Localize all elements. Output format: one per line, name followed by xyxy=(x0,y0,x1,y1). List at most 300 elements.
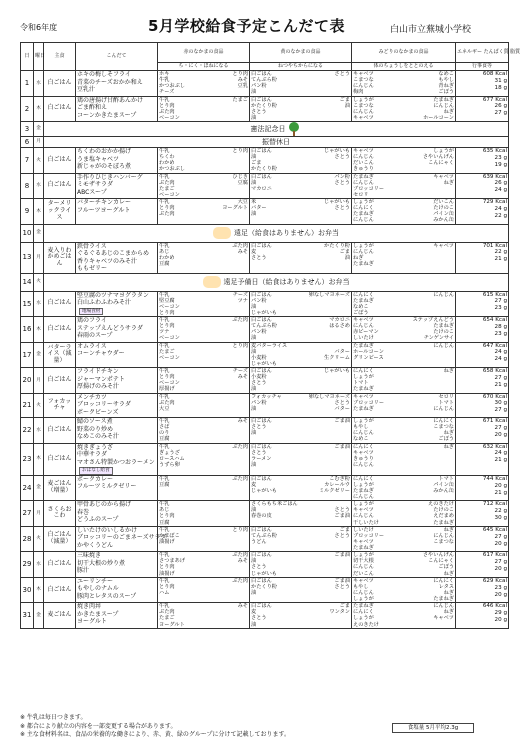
protein-g: 26 g xyxy=(494,103,507,110)
red-foods-cell xyxy=(158,96,250,122)
food-item: のり xyxy=(159,430,170,437)
dishes-cell xyxy=(76,603,158,629)
food-item: さば xyxy=(159,424,170,431)
food-item: じゃがいも xyxy=(251,360,277,367)
day-cell xyxy=(21,603,34,629)
food-line xyxy=(159,335,248,341)
notice-cell xyxy=(44,224,509,242)
food-item: キャベツ xyxy=(433,242,454,249)
food-item: こまつな xyxy=(433,424,454,431)
food-line xyxy=(251,622,350,628)
fat-g: 27 g xyxy=(494,110,507,117)
day-number: 31 xyxy=(22,611,32,620)
energy-kcal: 647 Kcal xyxy=(482,342,507,349)
food-item: はるさめ xyxy=(329,323,350,330)
yellow-foods-cell xyxy=(250,291,352,317)
staple-cell xyxy=(44,317,76,343)
food-item: たまご xyxy=(159,348,175,355)
food-item: ベーコン xyxy=(159,354,180,361)
fat-g: 30 g xyxy=(494,515,507,522)
food-item: ぶた肉 xyxy=(232,475,248,482)
energy-kcal: 635 Kcal xyxy=(482,148,507,154)
table-row xyxy=(21,368,509,394)
food-item: とり肉 xyxy=(159,309,175,316)
food-item: にんじん xyxy=(353,589,374,596)
dish-name: ヨーグルト xyxy=(77,618,107,626)
food-line xyxy=(353,386,454,392)
fiscal-year: 令和6年度 xyxy=(20,23,58,32)
day-number: 16 xyxy=(22,325,32,334)
food-item: 白ごはん xyxy=(251,291,272,298)
green-foods-cell xyxy=(352,96,456,122)
food-item: 油 xyxy=(251,114,257,121)
food-item: あじ xyxy=(159,248,170,255)
tree-icon xyxy=(286,122,302,136)
food-item: かつおぶし xyxy=(159,166,185,173)
dish-name: なめこのみそ汁 xyxy=(77,433,120,440)
food-item: たまねぎ xyxy=(353,545,374,552)
weekday: 水 xyxy=(36,80,41,86)
food-item: バター xyxy=(251,205,267,212)
dish-name: 豚肉とレタスのスープ xyxy=(77,592,137,600)
food-line xyxy=(251,361,350,367)
food-item: 油 xyxy=(344,102,350,109)
food-item: 牛乳 xyxy=(159,96,170,103)
food-item: きゅうり xyxy=(353,455,374,462)
dish-name: ポークカレー xyxy=(77,475,114,483)
food-item: さとう xyxy=(251,424,267,431)
table-row xyxy=(21,443,509,475)
food-line xyxy=(251,430,350,436)
dish-name: かきたまスープ xyxy=(77,610,119,618)
food-line xyxy=(159,406,248,412)
food-item: 油 xyxy=(251,348,257,355)
protein-g: 27 g xyxy=(494,533,507,540)
food-item: とり肉 xyxy=(232,148,248,154)
food-item: とり肉 xyxy=(159,513,175,520)
table-row xyxy=(21,577,509,603)
food-item: 油揚げ xyxy=(159,570,175,577)
food-item: セロリ xyxy=(438,393,454,400)
food-item: 牛乳 xyxy=(159,418,170,424)
day-number: 20 xyxy=(22,376,32,385)
day-cell xyxy=(21,273,34,291)
green-foods-cell xyxy=(352,317,456,343)
food-item: 牛乳 xyxy=(159,291,170,298)
fat-g: 21 g xyxy=(494,381,507,388)
food-item: だいこん xyxy=(353,570,374,577)
food-item: みそ xyxy=(237,374,248,381)
food-item: ヨーグルト xyxy=(222,205,248,212)
food-item: ねぎ xyxy=(443,589,454,596)
staple: 白ごはん xyxy=(47,104,72,112)
dish-name: ユーリンチー xyxy=(77,577,114,585)
food-item: たまねぎ xyxy=(433,519,454,526)
food-item: 油 xyxy=(251,621,257,628)
dishes-cell xyxy=(76,96,158,122)
day-number: 29 xyxy=(22,560,32,569)
food-item: 堅豆腐 xyxy=(159,297,175,304)
weekday-cell xyxy=(34,224,44,242)
weekday: 木 xyxy=(36,106,41,112)
food-item: だいこん xyxy=(353,160,374,167)
food-line xyxy=(159,482,248,488)
green-foods-cell xyxy=(352,603,456,629)
food-line xyxy=(353,335,454,341)
table-row xyxy=(21,224,509,242)
food-item: えのきたけ xyxy=(428,501,454,508)
food-item: ハム xyxy=(159,589,170,596)
dishes-cell xyxy=(76,317,158,343)
food-item: ブロッコリー xyxy=(353,532,385,539)
dish-name: 厚揚げのみそ汁 xyxy=(77,383,120,390)
nutrition-cell xyxy=(456,71,509,97)
food-item: にんじん xyxy=(433,405,454,412)
weekday: 月 xyxy=(36,254,41,260)
fat-g: 23 g xyxy=(494,305,507,312)
notice-text: 振替休日 xyxy=(262,137,290,146)
food-item: ベーコン xyxy=(159,303,180,310)
food-item: フォカッチャ xyxy=(251,393,282,400)
day-cell xyxy=(21,526,34,552)
weekday-cell xyxy=(34,393,44,418)
food-item: にんじん xyxy=(353,179,374,186)
food-item: 油 xyxy=(251,335,257,342)
food-item: ぶた肉 xyxy=(159,108,175,115)
food-item: ブロッコリー xyxy=(353,185,385,192)
energy-kcal: 645 Kcal xyxy=(482,526,507,533)
food-item: うずら卵 xyxy=(159,461,180,468)
food-item: 白ごはん xyxy=(251,368,272,374)
dishes-cell xyxy=(76,342,158,368)
red-foods-cell xyxy=(158,199,250,225)
food-item: とり肉 xyxy=(232,71,248,77)
food-item: ねぎ xyxy=(443,609,454,616)
food-item: 油 xyxy=(344,254,350,261)
food-item: にんじん xyxy=(353,494,374,501)
fat-g: 24 g xyxy=(494,356,507,363)
dish-name: 焼き肉丼 xyxy=(77,603,102,611)
staple-cell xyxy=(44,96,76,122)
food-line xyxy=(251,115,350,121)
yellow-foods-cell xyxy=(250,393,352,418)
food-line xyxy=(353,545,454,551)
nutrition-cell xyxy=(456,475,509,501)
food-item: ベーコン xyxy=(159,335,180,342)
red-foods-cell xyxy=(158,475,250,501)
protein-g: 27 g xyxy=(494,374,507,381)
dish-name: 中華サラダ xyxy=(77,451,107,458)
yellow-foods-cell xyxy=(250,526,352,552)
col-main: 主食 xyxy=(44,43,76,71)
day-cell xyxy=(21,137,34,148)
food-item: 油 xyxy=(251,386,257,393)
staple: 白ごはん xyxy=(47,155,72,163)
food-item: キャベツ xyxy=(353,148,374,154)
food-item: てんぷら粉 xyxy=(251,77,277,84)
header xyxy=(0,0,523,42)
col-red-sub: ち・にく・ほねになる xyxy=(158,63,250,71)
notice-cell xyxy=(44,273,509,291)
protein-g: 28 g xyxy=(494,323,507,330)
food-item: にんにく xyxy=(353,609,374,616)
food-item: ごま xyxy=(251,160,262,167)
food-item: みそ xyxy=(237,77,248,84)
dish-name: 春巻 xyxy=(77,508,90,516)
food-item: こまつな xyxy=(353,102,374,109)
food-item: ぶた肉 xyxy=(159,399,175,406)
food-item: 卵なしマヨネーズ xyxy=(308,291,350,298)
food-item: とり肉 xyxy=(159,564,175,571)
food-item: ツナ xyxy=(237,297,248,304)
food-item: さとう xyxy=(334,532,350,539)
table-row xyxy=(21,603,509,629)
food-item: 牛乳 xyxy=(159,77,170,84)
weekday: 金 xyxy=(36,485,41,491)
food-item: 白ごはん xyxy=(251,552,272,559)
nutrition-cell xyxy=(456,242,509,273)
dishes-cell xyxy=(76,242,158,273)
food-item: 青ねぎ xyxy=(438,83,454,90)
food-item: トマト xyxy=(438,399,454,406)
day-number: 10 xyxy=(22,228,32,237)
protein-g: 24 g xyxy=(494,349,507,356)
table-row xyxy=(21,526,509,552)
food-item: たまねぎ xyxy=(353,386,374,393)
food-item: たまご xyxy=(232,96,248,103)
energy-kcal: 712 Kcal xyxy=(482,501,507,508)
food-item: 白ごはん xyxy=(251,173,272,180)
food-item: えだまめ xyxy=(433,513,454,520)
food-item: 油 xyxy=(251,430,257,437)
day-number: 6 xyxy=(24,137,30,146)
fat-g: 20 g xyxy=(494,431,507,438)
red-foods-cell xyxy=(158,342,250,368)
school-name: 白山市立蕪城小学校 xyxy=(390,25,472,35)
red-foods-cell xyxy=(158,368,250,394)
dish-name: しいたけのいしるかけ xyxy=(77,526,138,534)
food-item: パイン缶 xyxy=(433,211,454,218)
food-item: ごま xyxy=(339,603,350,610)
staple: 白ごはん xyxy=(47,425,72,433)
table-row xyxy=(21,173,509,199)
food-line xyxy=(251,211,350,217)
food-item: たまねぎ xyxy=(353,487,374,494)
food-item: しょうが xyxy=(353,374,374,381)
food-item: 牛乳 xyxy=(159,148,170,154)
food-item: かつおぶし xyxy=(159,83,185,90)
day-number: 1 xyxy=(24,79,30,88)
dish-name: フライドチキン xyxy=(77,368,119,375)
weekday-cell xyxy=(34,96,44,122)
food-item: しいたけ xyxy=(353,335,374,342)
food-item: にんじん xyxy=(353,430,374,437)
day-number: 3 xyxy=(24,124,30,133)
food-item: たまねぎ xyxy=(353,260,374,267)
dish-name: 新じゃがのそぼろ煮 xyxy=(77,163,132,170)
weekday: 火 xyxy=(36,157,41,163)
food-line xyxy=(353,494,454,500)
nutrition-cell xyxy=(456,577,509,603)
children-illustration xyxy=(203,276,221,288)
nutrition-cell xyxy=(456,173,509,199)
food-line xyxy=(159,386,248,392)
staple: 白ごはん xyxy=(47,181,72,189)
food-item: かたくり粉 xyxy=(251,166,277,173)
food-item: パン粉 xyxy=(334,173,350,180)
energy-kcal: 677 Kcal xyxy=(482,96,507,103)
food-line xyxy=(353,310,454,316)
food-item: なめこ xyxy=(353,436,369,443)
day-number: 9 xyxy=(24,207,30,216)
yellow-foods-cell xyxy=(250,342,352,368)
food-item: にんじん xyxy=(353,108,374,115)
food-item: キャベツ xyxy=(353,114,374,121)
food-item: 牛乳 xyxy=(159,368,170,374)
protein-g: 27 g xyxy=(494,298,507,305)
food-line xyxy=(251,335,350,341)
food-item: にんじん xyxy=(353,154,374,161)
day-cell xyxy=(21,96,34,122)
staple: ターメリックライス xyxy=(47,200,72,221)
col-yellow: 黄のなかまの食品 xyxy=(250,43,352,63)
food-line xyxy=(159,622,248,628)
notice-cell xyxy=(44,122,509,137)
food-line xyxy=(353,436,454,442)
red-foods-cell xyxy=(158,71,250,97)
yellow-foods-cell xyxy=(250,242,352,273)
food-item: にんにく xyxy=(353,443,374,450)
yellow-foods-cell xyxy=(250,148,352,174)
food-item: ちくわ xyxy=(159,154,175,161)
food-item: ぶた肉 xyxy=(232,317,248,323)
food-line xyxy=(159,436,248,442)
food-line xyxy=(251,386,350,392)
dish-name: かやくうどん xyxy=(77,541,114,549)
dish-name: オムライス xyxy=(77,342,107,350)
weekday-cell xyxy=(34,577,44,603)
food-item: たまご xyxy=(159,615,175,622)
food-item: パン粉 xyxy=(251,399,267,406)
food-line xyxy=(159,192,248,198)
food-item: キャベツ xyxy=(353,449,374,456)
food-item: さとう xyxy=(251,380,267,387)
food-item: しょうが xyxy=(353,481,374,488)
food-item: 牛乳 xyxy=(159,552,170,559)
food-item: ベーコン xyxy=(159,380,180,387)
day-number: 27 xyxy=(22,509,32,518)
food-item: ヨーグルト xyxy=(159,621,185,628)
food-line xyxy=(251,488,350,494)
food-item: ホールコーン xyxy=(423,114,454,121)
weekday-cell xyxy=(34,475,44,501)
food-item: セロリ xyxy=(353,191,369,198)
food-item: とり肉 xyxy=(159,205,175,212)
nutrition-cell xyxy=(456,418,509,444)
day-cell xyxy=(21,317,34,343)
weekday-cell xyxy=(34,122,44,137)
protein-g: 24 g xyxy=(494,450,507,457)
food-item: ステップえんどう xyxy=(412,317,454,323)
staple: 白ごはん xyxy=(47,375,72,383)
green-foods-cell xyxy=(352,526,456,552)
food-item: ぶた肉 xyxy=(159,211,175,218)
dish-name: うま塩キャベツ xyxy=(77,155,120,163)
staple-cell xyxy=(44,148,76,174)
food-line xyxy=(353,261,454,267)
food-item: チーズ xyxy=(232,368,248,374)
food-item: 白ごはん xyxy=(251,96,272,103)
energy-kcal: 608 Kcal xyxy=(482,71,507,77)
yellow-foods-cell xyxy=(250,443,352,475)
food-item: じゃがいも xyxy=(324,199,350,205)
dish-name: ちくわのおかか揚げ xyxy=(77,148,132,155)
food-item: しょうが xyxy=(353,596,374,603)
dish-name: 堅豆腐のツナマヨグラタン xyxy=(77,291,149,299)
dishes-cell xyxy=(76,577,158,603)
food-item: ひじき xyxy=(232,173,248,180)
weekday: 金 xyxy=(36,352,41,358)
nutrition-cell xyxy=(456,526,509,552)
yellow-foods-cell xyxy=(250,96,352,122)
food-item: 牛乳 xyxy=(159,603,170,610)
protein-g: 23 g xyxy=(494,154,507,161)
dish-name: マオさん特製かつおラーメン xyxy=(77,458,155,466)
day-cell xyxy=(21,418,34,444)
day-number: 22 xyxy=(22,426,32,435)
food-item: かたくり粉 xyxy=(251,583,277,590)
staple: バターライス（減量） xyxy=(47,343,72,365)
food-item: こんにゃく xyxy=(428,558,454,565)
food-item: にんじん xyxy=(353,564,374,571)
weekday-cell xyxy=(34,173,44,199)
food-item: 大豆 xyxy=(237,199,248,205)
footnote: ※ 牛乳は毎日つきます。 xyxy=(20,714,87,721)
food-item: わかめ xyxy=(159,254,175,261)
day-number: 24 xyxy=(22,483,32,492)
fat-g: 21 g xyxy=(494,457,507,464)
food-line xyxy=(353,571,454,577)
food-item: ぎょうざ xyxy=(159,449,180,456)
food-item: キャベツ xyxy=(433,615,454,622)
day-cell xyxy=(21,443,34,475)
food-item: にんじん xyxy=(353,217,374,224)
weekday: 金 xyxy=(36,612,41,618)
food-item: みかん缶 xyxy=(433,217,454,224)
weekday: 木 xyxy=(36,326,41,332)
staple: 白ごはん xyxy=(47,78,72,86)
food-item: だいこん xyxy=(433,199,454,205)
dish-name: ホキの梅しそフライ xyxy=(77,71,131,78)
food-line xyxy=(159,520,248,526)
food-item: トマト xyxy=(438,475,454,482)
energy-kcal: 632 Kcal xyxy=(482,443,507,450)
notice-text: 遠足（給食はありません）お弁当 xyxy=(234,229,339,237)
dishes-cell xyxy=(76,552,158,578)
col-dow: 曜日 xyxy=(34,43,44,71)
fat-g: 20 g xyxy=(494,566,507,573)
weekday: 木 xyxy=(36,587,41,593)
col-dish: こんだて xyxy=(76,43,158,71)
food-line xyxy=(251,310,350,316)
dish-name: 青菜のチーズおかか和え xyxy=(77,78,143,86)
dish-name: コーンかきたまスープ xyxy=(77,111,137,119)
food-item: みそ xyxy=(237,603,248,610)
food-item: 生クリーム xyxy=(324,354,350,361)
event-badge: 地場食材 xyxy=(79,308,103,316)
food-item: 豆腐 xyxy=(159,436,170,443)
menu-body xyxy=(21,71,509,629)
